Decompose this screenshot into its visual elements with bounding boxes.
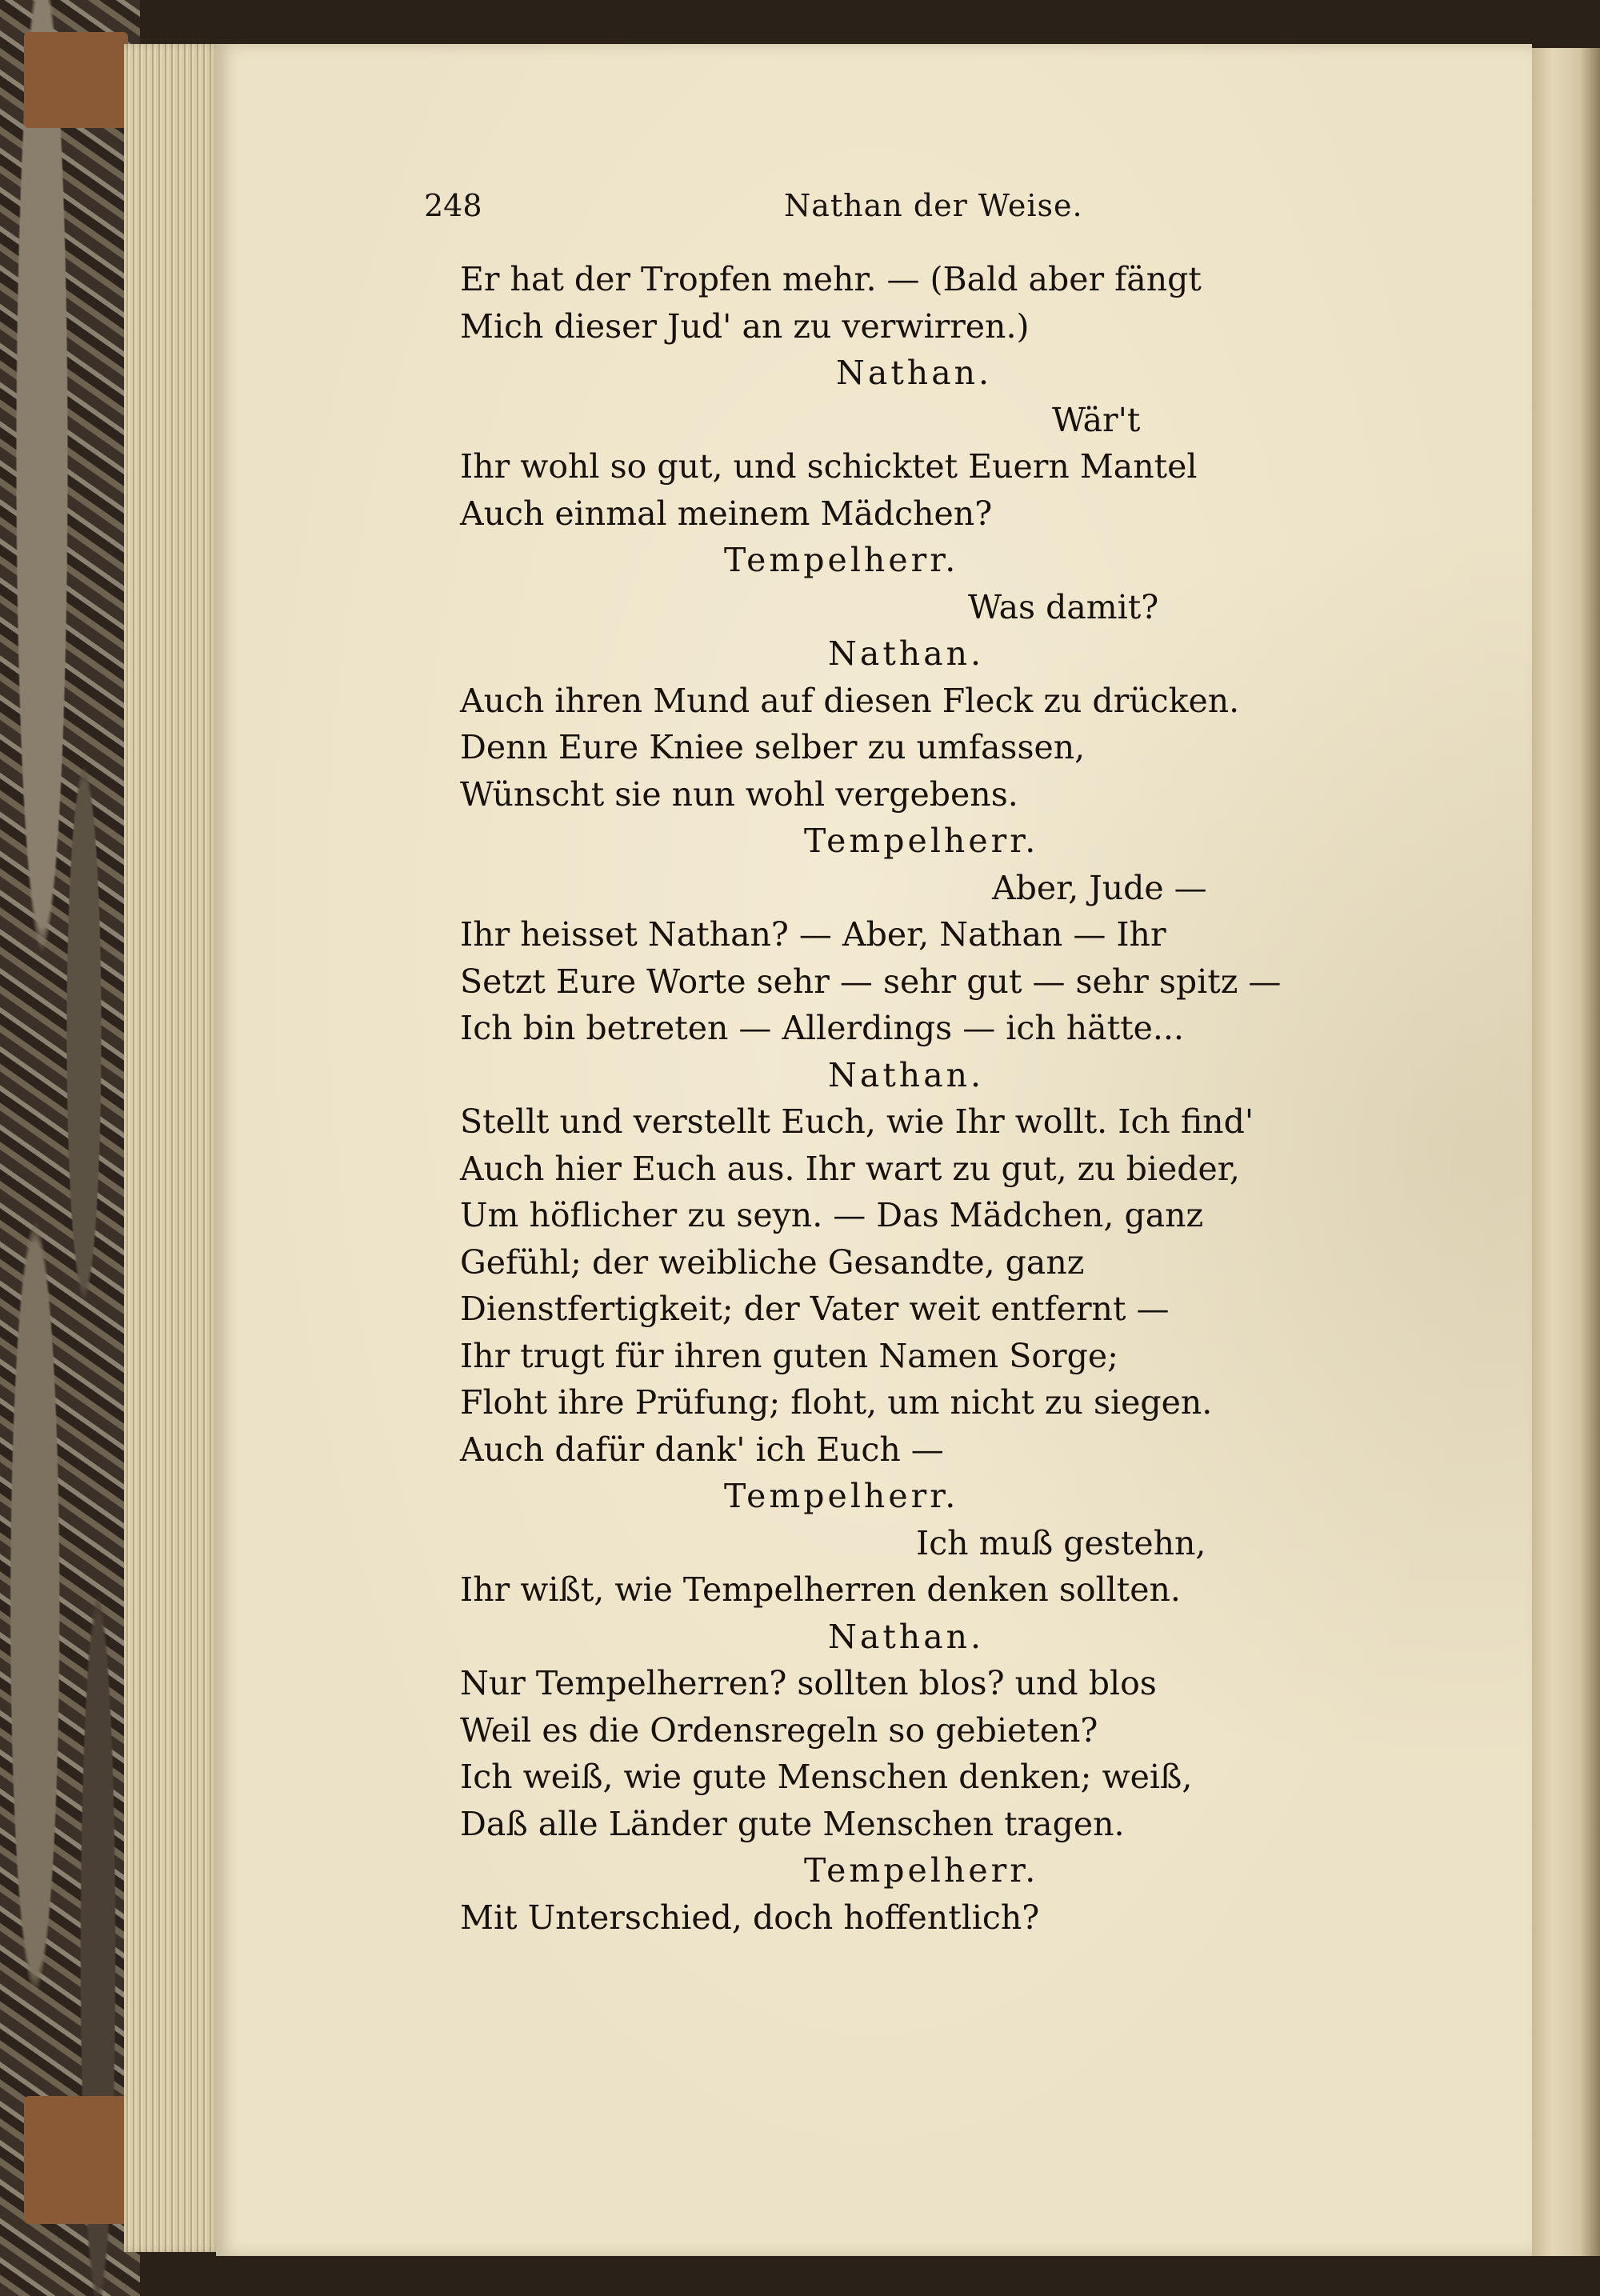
verse-line: Ich muß gestehn, [916, 1523, 1206, 1562]
verse-line: Auch einmal meinem Mädchen? [460, 494, 993, 533]
verse-line: Mit Unterschied, doch hoffentlich? [460, 1898, 1040, 1937]
verse-line: Gefühl; der weibliche Gesandte, ganz [460, 1242, 1085, 1282]
verse-line: Ihr trugt für ihren guten Namen Sorge; [460, 1336, 1118, 1375]
speaker-name: Nathan. [828, 634, 985, 673]
marbled-cover [0, 0, 140, 2296]
leather-corner-bottom [24, 2096, 128, 2224]
verse-line: Stellt und verstellt Euch, wie Ihr wollt. Ich find' [460, 1102, 1254, 1141]
verse-line: Auch ihren Mund auf diesen Fleck zu drücken. [460, 681, 1240, 720]
page-number: 248 [424, 188, 482, 223]
speaker-name: Tempelherr. [804, 1851, 1039, 1890]
verse-line: Wär't [1052, 400, 1141, 439]
verse-line: Ich weiß, wie gute Menschen denken; weiß, [460, 1758, 1193, 1796]
verse-line: Was damit? [968, 587, 1159, 626]
verse-line: Nur Tempelherren? sollten blos? und blos [460, 1664, 1157, 1702]
speaker-name: Tempelherr. [724, 541, 959, 579]
verse-line: Mich dieser Jud' an zu verwirren.) [460, 306, 1030, 346]
verse-line: Ihr heisset Nathan? — Aber, Nathan — Ihr [460, 915, 1166, 954]
verse-line: Auch dafür dank' ich Euch — [460, 1430, 944, 1469]
speaker-name: Nathan. [828, 1055, 985, 1094]
speaker-name: Tempelherr. [804, 822, 1039, 860]
verse-line: Ihr wohl so gut, und schicktet Euern Mantel [460, 447, 1198, 486]
verse-line: Auch hier Euch aus. Ihr wart zu gut, zu bieder, [460, 1149, 1240, 1188]
speaker-name: Tempelherr. [724, 1477, 959, 1515]
page-header [424, 188, 1088, 236]
verse-line: Dienstfertigkeit; der Vater weit entfernt — [460, 1290, 1170, 1328]
verse-line: Daß alle Länder gute Menschen tragen. [460, 1804, 1125, 1843]
verse-line: Ihr wißt, wie Tempelherren denken sollten. [460, 1570, 1181, 1609]
verse-line: Weil es die Ordensregeln so gebieten? [460, 1710, 1098, 1750]
verse-line: Wünscht sie nun wohl vergebens. [460, 774, 1018, 814]
play-text [460, 256, 1284, 1941]
leather-corner-top [24, 32, 128, 128]
running-title: Nathan der Weise. [784, 188, 1083, 223]
right-page-edge [1532, 48, 1600, 2256]
verse-line: Floht ihre Prüfung; floht, um nicht zu siegen. [460, 1383, 1213, 1422]
page-edges [124, 44, 220, 2252]
speaker-name: Nathan. [836, 354, 993, 392]
verse-line: Aber, Jude — [992, 868, 1207, 907]
verse-line: Ich bin betreten — Allerdings — ich hätte... [460, 1009, 1184, 1047]
verse-line: Denn Eure Kniee selber zu umfassen, [460, 728, 1086, 766]
speaker-name: Nathan. [828, 1617, 985, 1656]
verse-line: Um höflicher zu seyn. — Das Mädchen, ganz [460, 1196, 1204, 1234]
verse-line: Setzt Eure Worte sehr — sehr gut — sehr spitz — [460, 962, 1282, 1001]
verse-line: Er hat der Tropfen mehr. — (Bald aber fängt [460, 260, 1202, 298]
